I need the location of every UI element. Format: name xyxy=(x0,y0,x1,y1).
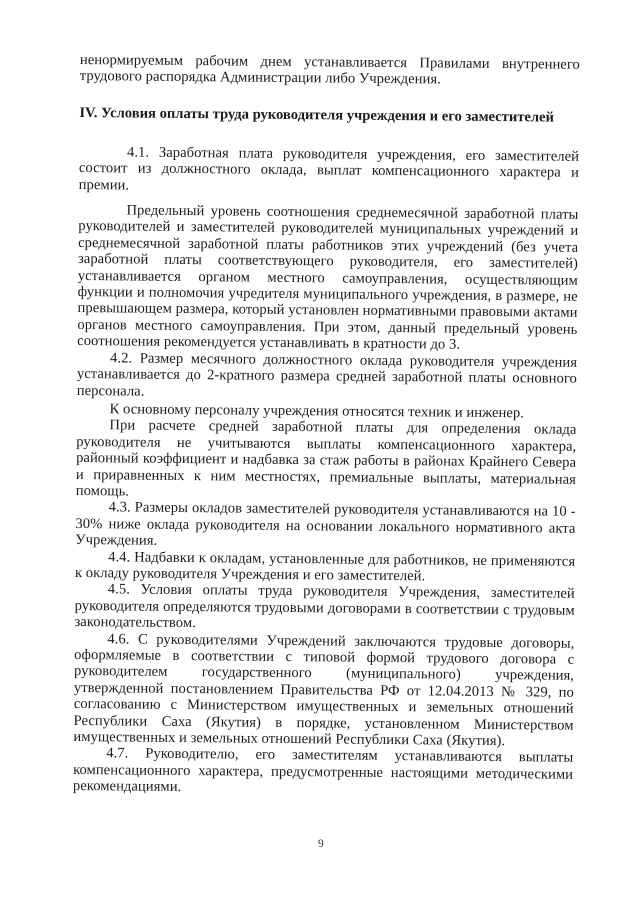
paragraph-4-1: 4.1. Заработная плата руководителя учреждения, его заместителей состоит из должностного оклада, выплат компенсационного характера и премии. xyxy=(78,144,580,194)
paragraph-salary-ratio: Предельный уровень соотношения среднемесячной заработной платы руководителей и заместителей руководителей муниципальных учреждений и среднемесячной заработной платы работников этих учреждений (без учета заработной платы соответствующего руководителя, его заместителей) устанавливается органом местного самоуправления, осуществляющим функции и полномочия учредителя муниципального учреждения, в размере, не превышающем размера, который установлен нормативными правовыми актами органов местного самоуправления. При этом, данный предельный уровень соотношения рекомендуется устанавливать в кратности до 3. xyxy=(77,202,579,353)
document-body xyxy=(73,52,580,799)
paragraph-4-7: 4.7. Руководителю, его заместителям устанавливаются выплаты компенсационного характера, предусмотренные настоящими методическими рекомендациями. xyxy=(72,745,574,796)
intro-paragraph: ненормируемым рабочим днем устанавливается Правилами внутреннего трудового распорядка Администрации либо Учреждения. xyxy=(79,52,580,88)
section-heading: IV. Условия оплаты труда руководителя учреждения и его заместителей xyxy=(79,104,555,126)
paragraph-main-staff: К основному персоналу учреждения относятся техник и инженер. xyxy=(109,401,525,422)
paragraph-4-2: 4.2. Размер месячного должностного оклада руководителя учреждения устанавливается до 2-кратного размера средней заработной платы основного персонала. xyxy=(76,349,578,400)
paragraph-average-salary: При расчете средней заработной платы для определения оклада руководителя не учитываются выплаты компенсационного характера, районный коэффициент и надбавка за стаж работы в районах Крайнего Севера и приравненных к ним местностях, премиальные выплаты, материальная помощь. xyxy=(75,417,577,500)
paragraph-4-6: 4.6. С руководителями Учреждений заключаются трудовые договоры, оформляемые в соответствии с типовой формой трудового договора с руководителем государственного (муниципального) учреждения, утвержденной постановлением Правительства РФ от 12.04.2013 № 329, по согласованию с Министерством имущественных и земельных отношений Республики Саха (Якутия) в порядке, установленном Министерством имущественных и земельных отношений Республики Саха (Якутия). xyxy=(73,630,575,750)
paragraph-4-3: 4.3. Размеры окладов заместителей руководителя устанавливаются на 10 - 30% ниже оклада руководителя на основании локального нормативного акта Учреждения. xyxy=(75,499,576,549)
paragraph-4-5: 4.5. Условия оплаты труда руководителя Учреждения, заместителей руководителя определяются трудовыми договорами в соответствии с трудовым законодательством. xyxy=(74,581,575,632)
page-number: 9 xyxy=(318,838,324,850)
paragraph-4-4: 4.4. Надбавки к окладам, установленные для работников, не применяются к окладу руководителя Учреждения и его заместителей. xyxy=(74,548,576,585)
